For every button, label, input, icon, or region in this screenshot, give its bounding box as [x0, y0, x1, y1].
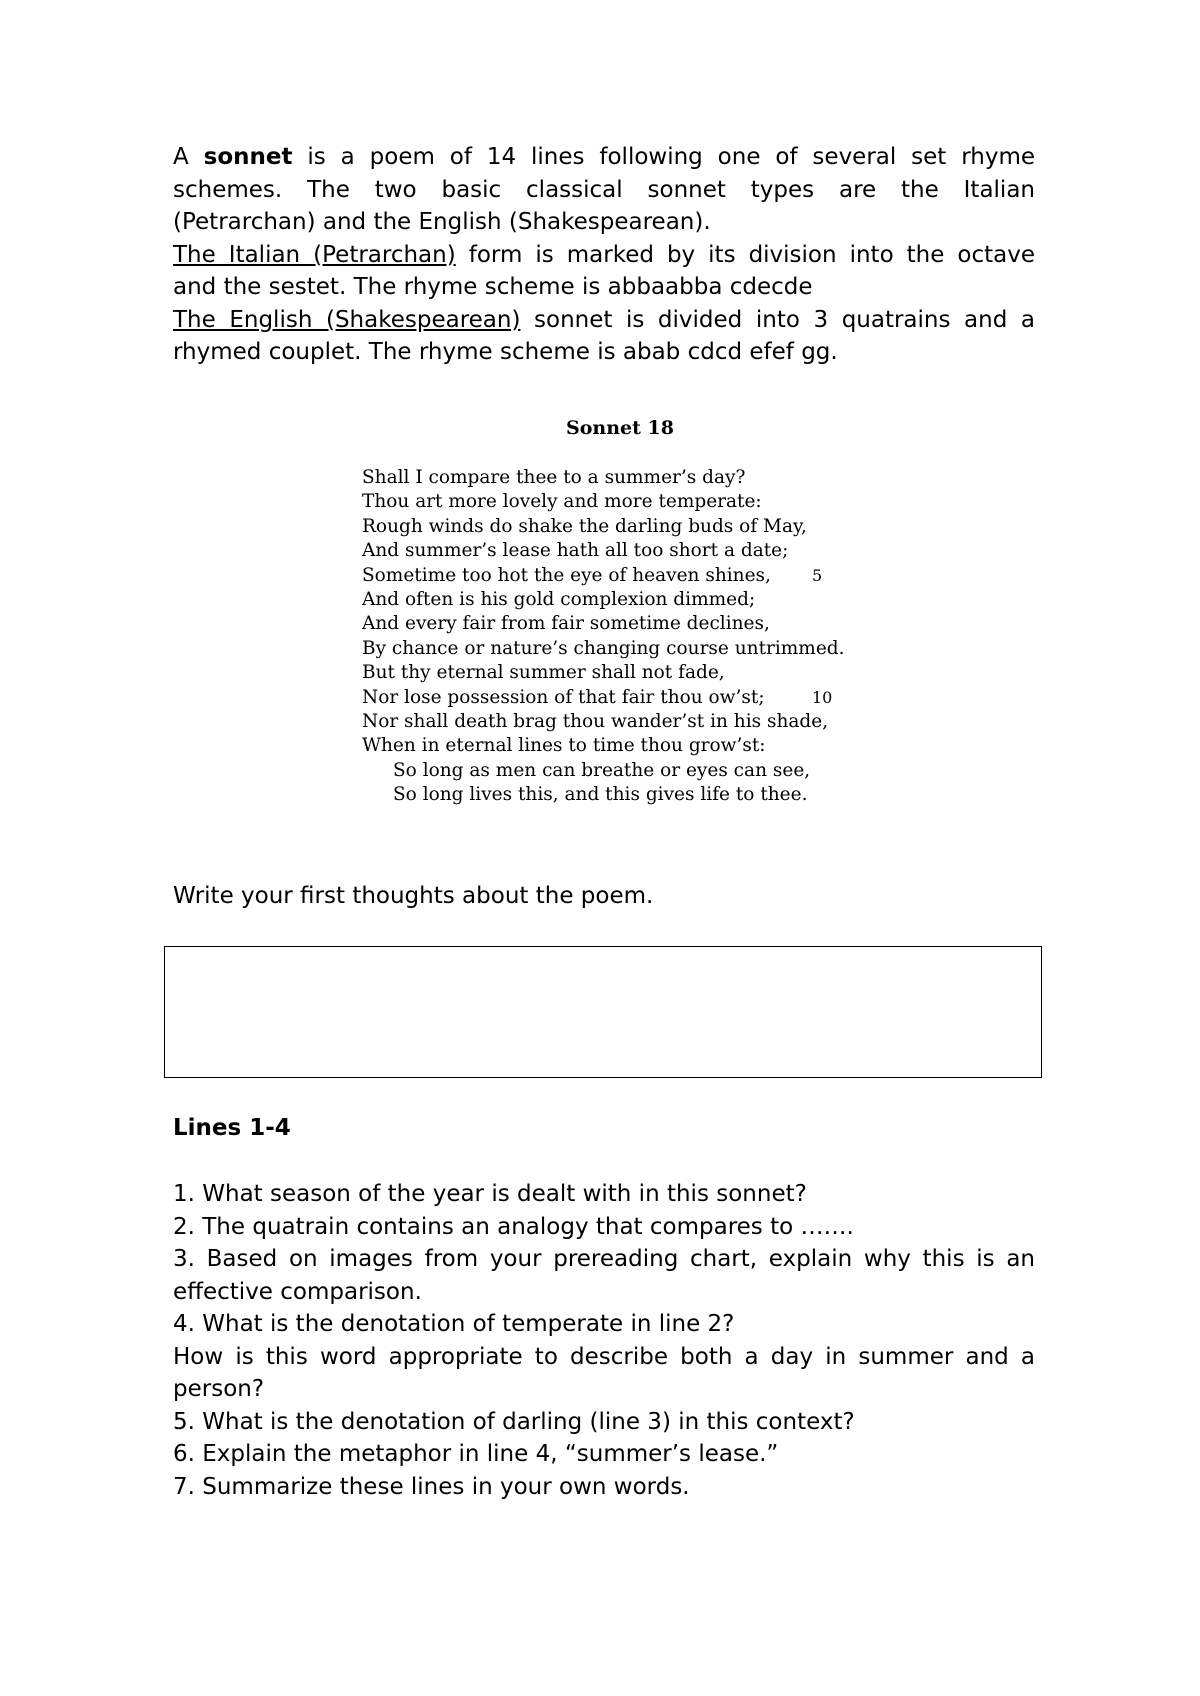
first-thoughts-prompt: Write your first thoughts about the poem. — [173, 883, 654, 909]
question-item: 7. Summarize these lines in your own words. — [173, 1473, 690, 1500]
english-term: The English (Shakespearean) — [173, 306, 521, 333]
poem-body — [362, 466, 845, 808]
poem-line — [362, 637, 845, 661]
intro-line: schemes. The two basic classical sonnet types are the Italian — [173, 176, 1035, 203]
question-list — [173, 1178, 1035, 1503]
poem-line-text: And every fair from fair sometime declines, — [362, 613, 770, 635]
couplet-line — [362, 783, 842, 807]
poem-line — [362, 710, 842, 734]
poem-line — [362, 588, 842, 612]
question-item: 1. What season of the year is dealt with in this sonnet? — [173, 1181, 807, 1207]
poem-line-text: By chance or nature’s changing course untrimmed. — [362, 637, 845, 659]
intro-line — [173, 141, 1035, 174]
intro-line: rhymed couplet. The rhyme scheme is abab cdcd efef gg. — [173, 339, 838, 365]
intro-line: (Petrarchan) and the English (Shakespearean). — [173, 209, 711, 235]
poem-line-text: So long as men can breathe or eyes can see, — [393, 759, 811, 781]
intro-line: and the sestet. The rhyme scheme is abbaabba cdecde — [173, 274, 813, 300]
question-item: How is this word appropriate to describe both a day in summer and a — [173, 1343, 1035, 1370]
poem-line-text: When in eternal lines to time thou grow’st: — [362, 735, 766, 757]
poem-line — [362, 612, 842, 636]
intro-word: A — [173, 144, 189, 170]
sonnet-term: sonnet — [203, 144, 293, 170]
poem-line-text: Thou art more lovely and more temperate: — [362, 491, 762, 513]
poem-line-text: But thy eternal summer shall not fade, — [362, 662, 725, 684]
poem-line-text: Rough winds do shake the darling buds of May, — [362, 515, 807, 537]
poem-line — [362, 490, 842, 514]
question-item: 3. Based on images from your prereading chart, explain why this is an — [173, 1246, 1035, 1272]
poem-line-text: And summer’s lease hath all too short a date; — [362, 540, 789, 562]
poem-line-text: Shall I compare thee to a summer’s day? — [362, 467, 746, 488]
line-number: 10 — [812, 687, 833, 707]
intro-text-segment: sonnet is divided into 3 quatrains and a — [534, 306, 1035, 333]
poem-title: Sonnet 18 — [566, 417, 674, 439]
question-item: 2. The quatrain contains an analogy that compares to ……. — [173, 1213, 854, 1240]
section-heading: Lines 1-4 — [173, 1115, 291, 1141]
poem-line — [362, 734, 842, 758]
question-item: 5. What is the denotation of darling (line 3) in this context? — [173, 1408, 855, 1435]
poem-line-text: So long lives this, and this gives life to thee. — [393, 784, 808, 806]
question-item: 4. What is the denotation of temperate in line 2? — [173, 1311, 735, 1337]
poem-line — [362, 686, 842, 710]
intro-text-segment: is a poem of 14 lines following one of several set rhyme — [307, 144, 1036, 170]
poem-line — [362, 515, 842, 539]
italian-sonnet-line — [173, 239, 1035, 272]
poem-line-text: And often is his gold complexion dimmed; — [362, 589, 756, 611]
intro-text-segment: form is marked by its division into the octave — [468, 241, 1035, 268]
question-item-continuation: effective comparison. — [173, 1278, 422, 1305]
question-item-continuation: person? — [173, 1376, 265, 1402]
poem-line-text: Nor shall death brag thou wander’st in his shade, — [362, 711, 829, 733]
question-item: 6. Explain the metaphor in line 4, “summer’s lease.” — [173, 1441, 779, 1467]
poem-line — [362, 564, 842, 588]
intro-text — [173, 141, 1035, 369]
english-sonnet-line — [173, 304, 1035, 337]
poem-line — [362, 539, 842, 563]
first-thoughts-answer-box[interactable] — [164, 946, 1042, 1078]
poem-line — [362, 661, 842, 685]
poem-line-text: Sometime too hot the eye of heaven shines, — [362, 564, 771, 586]
couplet-line — [362, 759, 842, 783]
italian-term: The Italian (Petrarchan) — [173, 241, 456, 268]
poem-line-text: Nor lose possession of that fair thou ow’st; — [362, 686, 765, 708]
line-number: 5 — [812, 565, 823, 585]
poem-line — [362, 466, 842, 490]
